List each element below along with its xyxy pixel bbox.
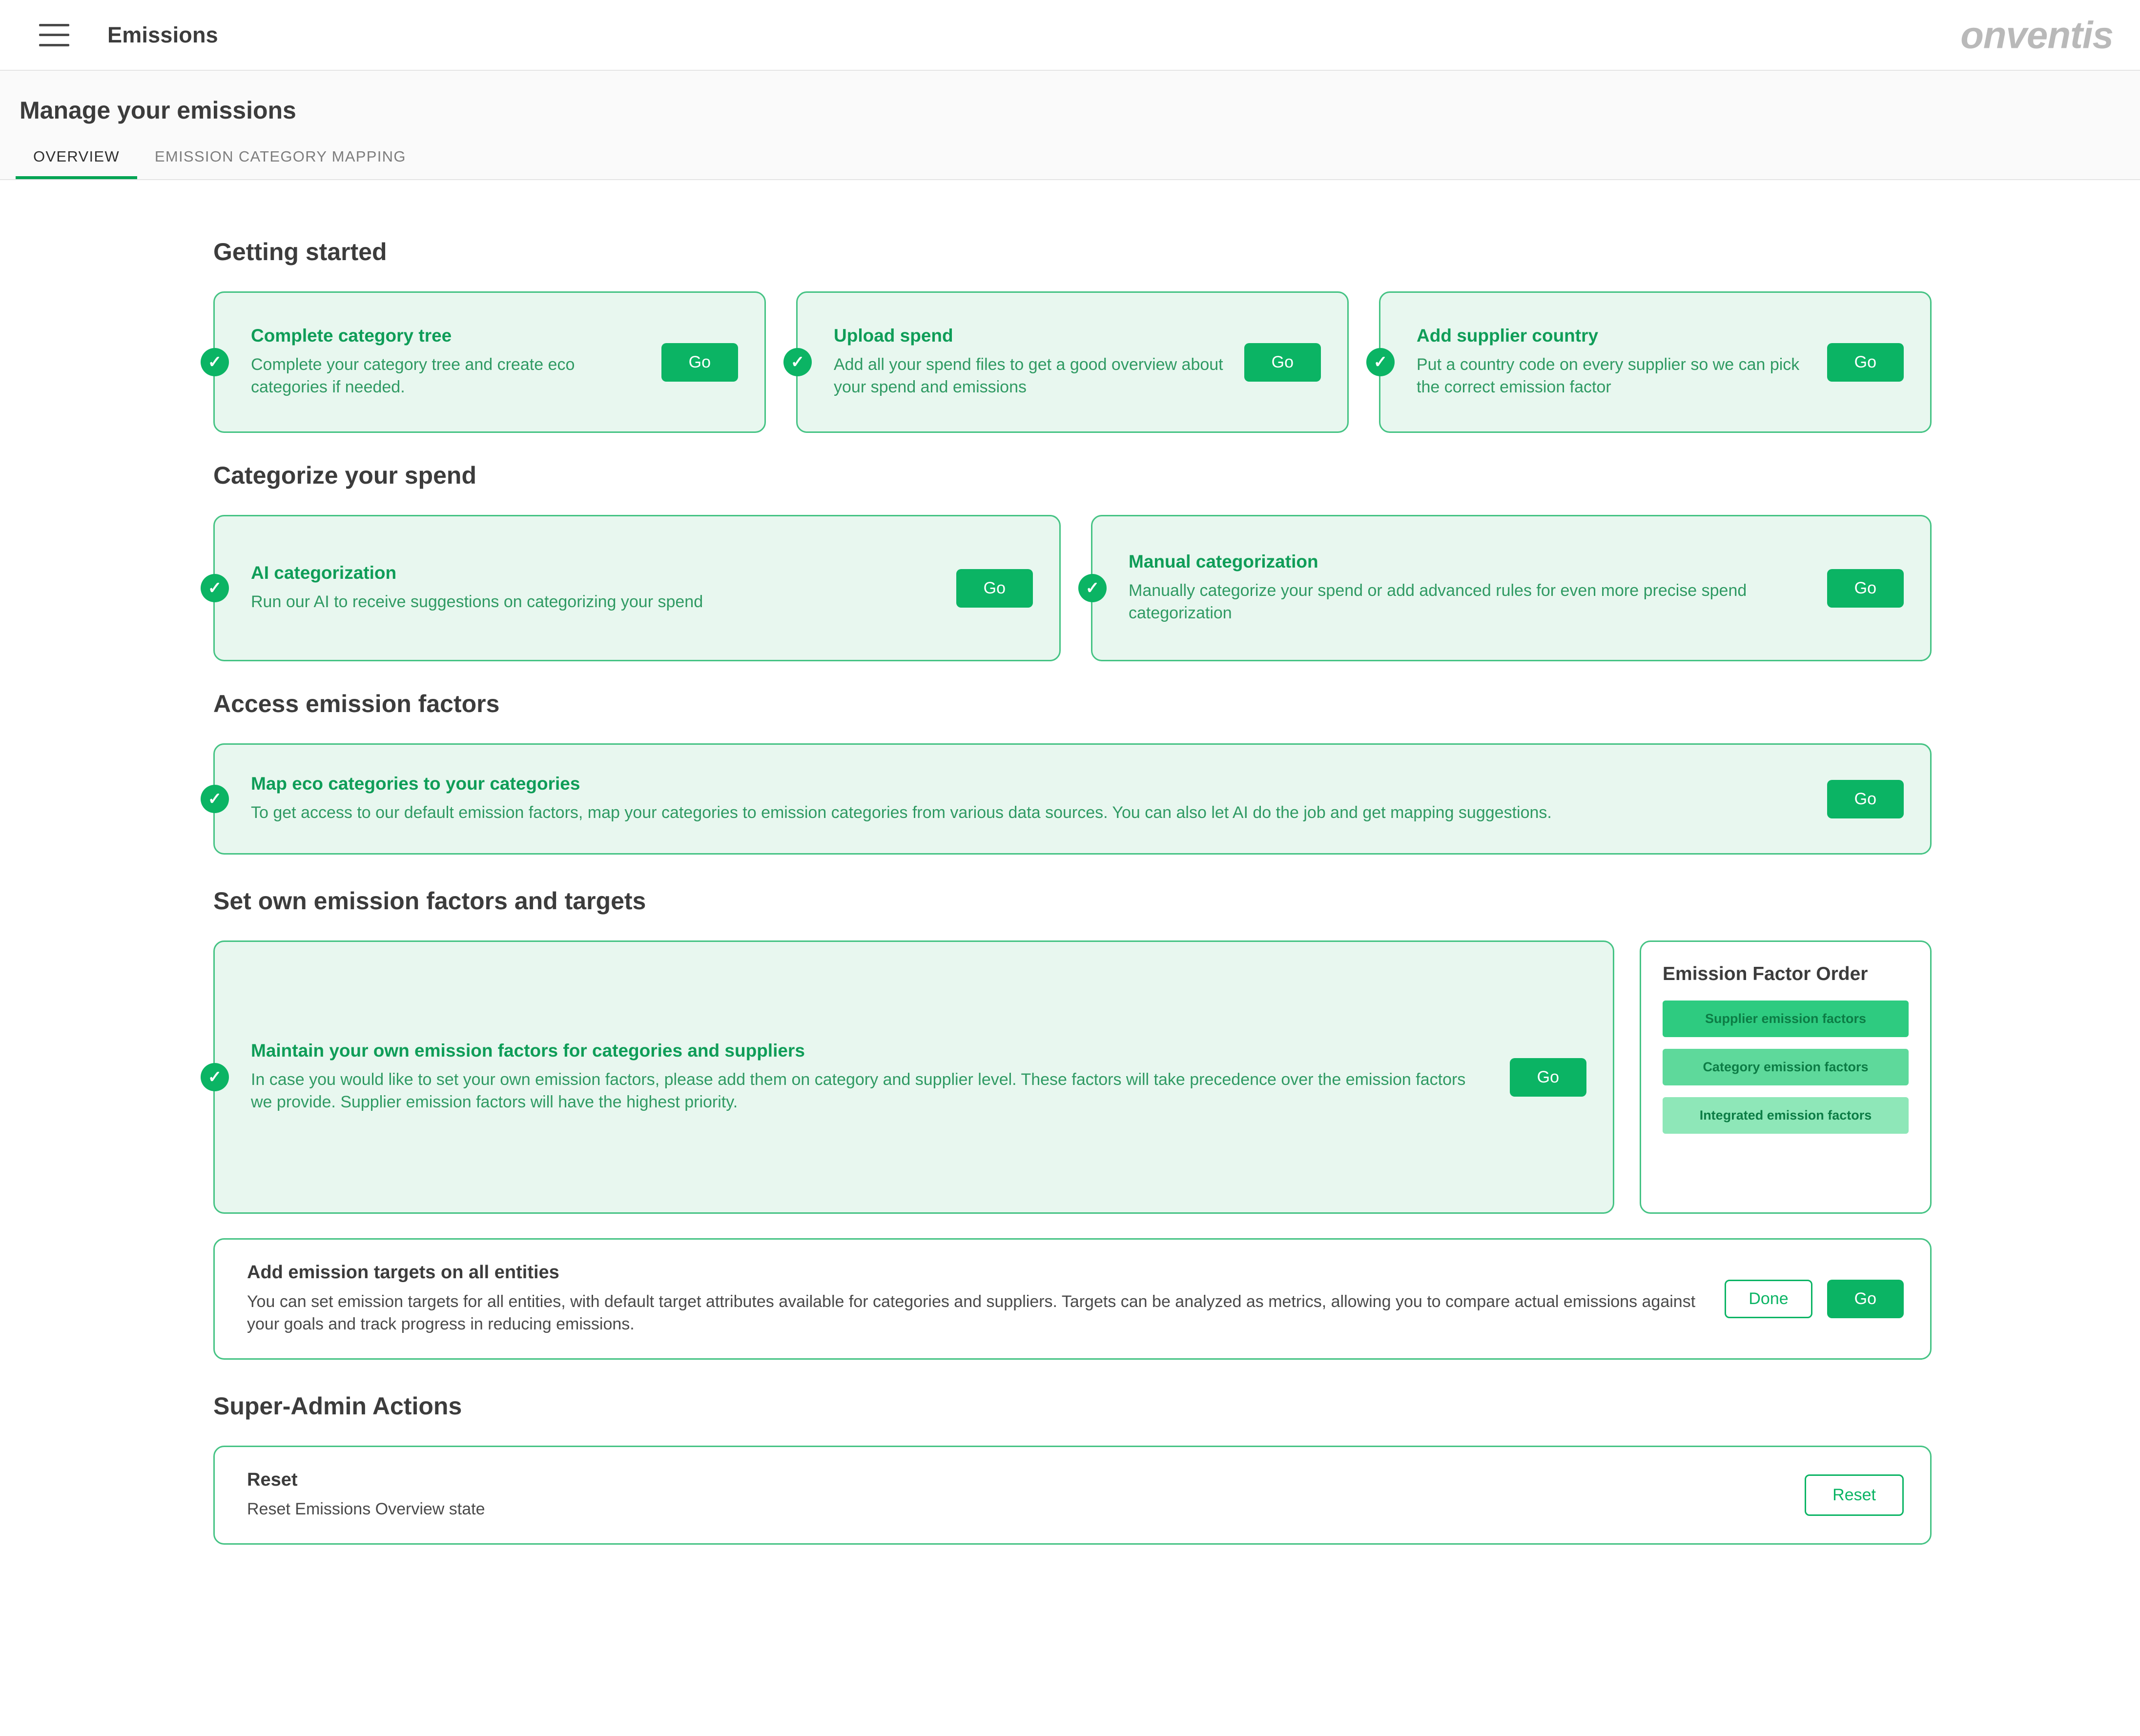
app-title: Emissions [107,22,218,47]
page-header [0,71,2140,180]
card-description: You can set emission targets for all entities, with default target attributes available for categories and suppliers. Targets can be analyzed as metrics, allowing you to compare actual emissions against your goals and track progress in reducing emissions. [247,1292,1696,1333]
own-factors-row [207,940,1932,1214]
hamburger-icon[interactable] [39,24,69,46]
go-button-add-supplier-country[interactable]: Go [1827,343,1904,382]
categorize-card-row [207,515,1932,661]
check-icon: ✓ [201,348,229,376]
go-button-upload-spend[interactable]: Go [1244,343,1321,382]
section-title-own-emission-factors: Set own emission factors and targets [213,887,646,915]
card-map-eco-categories[interactable] [207,743,1932,855]
card-add-supplier-country[interactable] [1373,291,1932,433]
section-title-access-emission-factors: Access emission factors [213,690,500,717]
section-title-super-admin-actions: Super-Admin Actions [213,1392,462,1420]
super-admin-row [213,1446,1932,1545]
main-content [0,180,2140,1545]
card-upload-spend[interactable] [790,291,1349,433]
emission-factor-order-item-category: Category emission factors [1663,1049,1909,1085]
access-factors-card-row [207,743,1932,855]
card-title: Manual categorization [1129,551,1318,572]
card-title: AI categorization [251,563,397,583]
card-title: Map eco categories to your categories [251,774,580,794]
page-title: Manage your emissions [20,97,296,124]
card-reset[interactable] [213,1446,1932,1545]
card-title: Add emission targets on all entities [247,1262,559,1283]
emission-factor-order-item-supplier: Supplier emission factors [1663,1001,1909,1037]
card-description: To get access to our default emission factors, map your categories to emission categories from various data sources. You can also let AI do the job and get mapping suggestions. [251,803,1552,822]
card-complete-category-tree[interactable] [207,291,766,433]
check-icon: ✓ [201,1063,229,1091]
card-ai-categorization[interactable] [207,515,1061,661]
card-description: Complete your category tree and create eco categories if needed. [251,355,575,396]
go-button-map-eco-categories[interactable]: Go [1827,780,1904,818]
go-button-emission-targets[interactable]: Go [1827,1280,1904,1318]
card-description: Reset Emissions Overview state [247,1499,485,1518]
go-button-manual-categorization[interactable]: Go [1827,569,1904,608]
card-description: Manually categorize your spend or add advanced rules for even more precise spend categorization [1129,581,1747,622]
check-icon: ✓ [1366,348,1395,376]
check-icon: ✓ [1078,574,1107,602]
card-description: In case you would like to set your own emission factors, please add them on category and supplier level. These factors will take precedence over the emission factors we provide. Supplier emission factors will have the highest priority. [251,1070,1466,1111]
section-title-getting-started: Getting started [213,238,387,266]
card-title: Maintain your own emission factors for categories and suppliers [251,1041,805,1061]
check-icon: ✓ [201,785,229,813]
card-title: Add supplier country [1417,326,1599,346]
emission-factor-order-title: Emission Factor Order [1663,963,1868,984]
section-title-categorize-spend: Categorize your spend [213,462,476,489]
emission-factor-order-panel [1640,940,1932,1214]
targets-row [213,1238,1932,1360]
card-maintain-own-emission-factors[interactable] [207,940,1614,1214]
card-title: Complete category tree [251,326,452,346]
card-title: Upload spend [834,326,953,346]
card-description: Add all your spend files to get a good overview about your spend and emissions [834,355,1223,396]
top-bar [0,0,2140,71]
go-button-maintain-emission-factors[interactable]: Go [1510,1058,1586,1097]
reset-button[interactable]: Reset [1805,1474,1904,1516]
tab-bar [0,143,2140,179]
check-icon: ✓ [783,348,812,376]
go-button-ai-categorization[interactable]: Go [956,569,1033,608]
card-description: Run our AI to receive suggestions on categorizing your spend [251,592,703,612]
tab-emission-category-mapping[interactable]: EMISSION CATEGORY MAPPING [154,148,406,165]
go-button-complete-category-tree[interactable]: Go [661,343,738,382]
card-add-emission-targets[interactable] [213,1238,1932,1360]
check-icon: ✓ [201,574,229,602]
card-title: Reset [247,1469,298,1490]
done-button-emission-targets[interactable]: Done [1725,1280,1812,1318]
getting-started-card-row [207,291,1932,433]
emission-factor-order-item-integrated: Integrated emission factors [1663,1097,1909,1134]
card-description: Put a country code on every supplier so we can pick the correct emission factor [1417,355,1800,396]
card-manual-categorization[interactable] [1085,515,1932,661]
onventis-logo: onventis [1960,13,2113,56]
tab-overview[interactable]: OVERVIEW [16,143,137,179]
